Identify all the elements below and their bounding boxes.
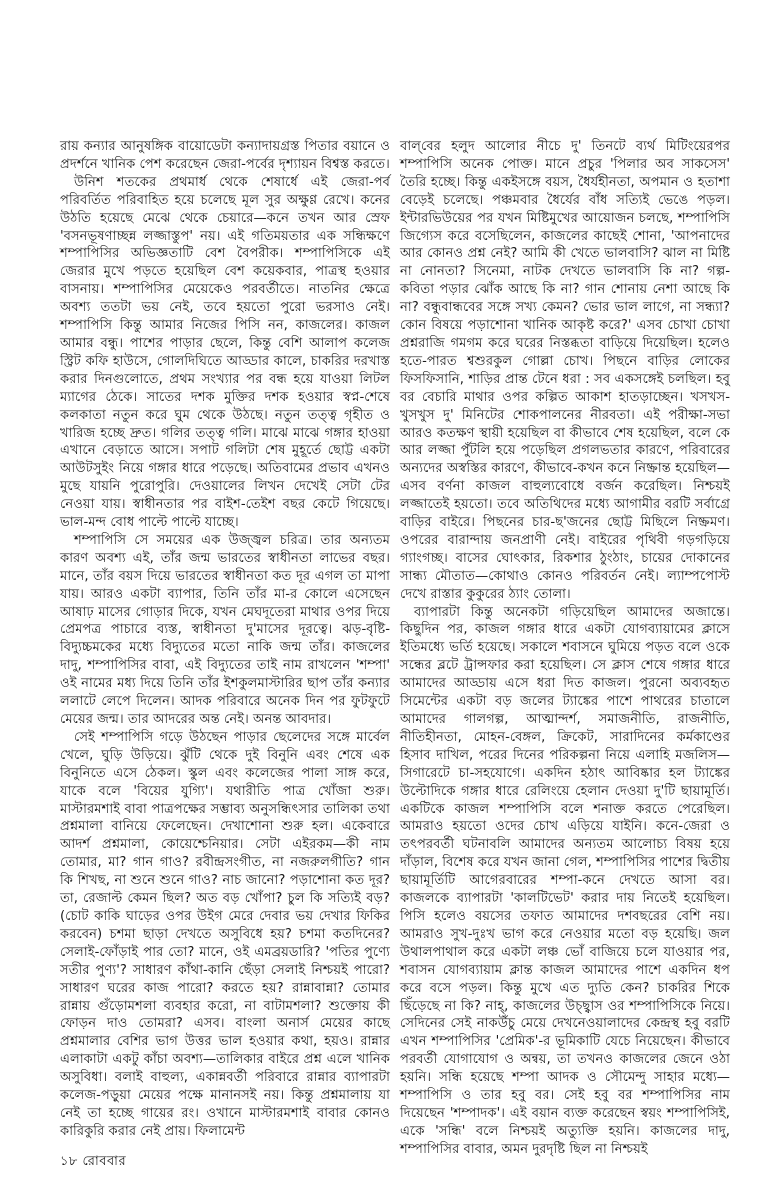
right-column: [400, 138, 730, 1157]
paragraph: উনিশ শতকের প্রথমার্ধ থেকে শেষার্ধে এই জেরা-পর্ব পরিবর্তিত পরিবাহিত হয়ে চলেছে মূল সুর অক্ষুণ্ণ রেখে। কনের উঠতি হয়েছে মেঝে থেকে চেয়ারে—কনে তখন আর স্রেফ 'বসনভূষণাচ্ছন্ন লজ্জাস্তুপ' নয়। এই গতিময়তার এক সন্ধিক্ষণে শম্পাপিসির অভিজ্ঞতাটি বেশ বৈপরীক। শম্পাপিসিকে এই জেরার মুখে পড়তে হয়েছিল বেশ কয়েকবার, পাত্রস্থ হওয়ার বাসনায়। শম্পাপিসির মেয়েকেও পরবর্তীতে। নাতনির ক্ষেত্রে অবশ্য ততটা ভয় নেই, তবে হয়তো পুরো ভরসাও নেই। শম্পাপিসি কিন্তু আমার নিজের পিসি নন, কাজলের। কাজল আমার বন্ধু। পাশের পাড়ার ছেলে, কিন্তু বেশি আলাপ কলেজ স্ট্রিট কফি হাউসে, গোলদিঘিতে আড্ডার কালে, চাকরির দরখাস্ত করার দিনগুলোতে, প্রথম সংখ্যার পর বন্ধ হয়ে যাওয়া লিটল ম্যাগের ঠেকে। সাতের দশক মুক্তির দশক হওয়ার স্বপ্ন-শেষে কলকাতা নতুন করে ঘুম থেকে উঠছে। নতুন তত্ত্ব গৃহীত ও খারিজ হচ্ছে দ্রুত। গলির তত্ত্ব গলি। মাঝে মাঝে গঙ্গার হাওয়া এখানে বেড়াতে আসে। সপাট গলিটা শেষ মুহূর্তে ছোট্ট একটা আউটসুইং নিয়ে গঙ্গার ধারে পড়েছে। অতিবামের প্রভাব এখনও মুছে যায়নি পুরোপুরি। দেওয়ালের লিখন দেখেই সেটা টের নেওয়া যায়। স্বাধীনতার পর বাইশ-তেইশ বছর কেটে গিয়েছে। ভাল-মন্দ বোধ পাল্টে পাল্টে যাচ্ছে।: [60, 174, 390, 531]
paragraph: রায় কন্যার আনুষঙ্গিক বায়োডেটা কন্যাদায়গ্রস্ত পিতার বয়ানে ও প্রদর্শনে খানিক পেশ করেছেন জেরা-পর্বের দৃশ্যায়ন বিশ্বস্ত করতে।: [60, 139, 390, 172]
paragraph: শম্পাপিসি সে সময়ের এক উজ্জ্বল চরিত্র। তার অন্যতম কারণ অবশ্য এই, তাঁর জন্ম ভারতের স্বাধীনতা লাভের বছর। মানে, তাঁর বয়স দিয়ে ভারতের স্বাধীনতা কত দূর এগল তা মাপা যায়। আরও একটা ব্যাপার, তিনি তাঁর মা-র কোলে এসেছেন আষাঢ় মাসের গোড়ার দিকে, যখন মেঘদূতেরা মাথার ওপর দিয়ে প্রেমপত্র পাচারে ব্যস্ত, স্বাধীনতা দু'মাসের দূরত্বে। ঝড়-বৃষ্টি-বিদ্যুচ্চমকের মধ্যে বিদ্যুতের মতো নাকি জন্ম তাঁর। কাজলের দাদু, শম্পাপিসির বাবা, এই বিদ্যুতের তাই নাম রাখলেন 'শম্পা' ওই নামের মধ্য দিয়ে তিনি তাঁর ইশকুলমাস্টারির ছাপ তাঁর কন্যার ললাটে লেপে দিলেন। আদক পরিবারে অনেক দিন পর ফুটফুটে মেয়ের জন্ম। তার আদরের অন্ত নেই। অনন্ত আবদার।: [60, 532, 390, 727]
publication-name: রোববার: [82, 1154, 127, 1169]
page-footer: [60, 1152, 126, 1173]
paragraph: বাল্‌বের হলুদ আলোর নীচে দু' তিনটে ব্যর্থ মিটিংয়েরপর শম্পাপিসি অনেক পোক্ত। মানে প্রচুর 'পিলার অব সাকসেস' তৈরি হচ্ছে। কিন্তু একইসঙ্গে বয়স, ধৈর্যহীনতা, অপমান ও হতাশা বেড়েই চলেছে। পঞ্চমবার ধৈর্যের বাঁধ সত্যিই ভেঙে পড়ল। ইন্টারভিউয়ের পর যখন মিষ্টিমুখের আয়োজন চলছে, শম্পাপিসি জিগ্যেস করে বসেছিলেন, কাজলের কাছেই শোনা, 'আপনাদের আর কোনও প্রশ্ন নেই? আমি কী খেতে ভালবাসি? ঝাল না মিষ্টি না নোনতা? সিনেমা, নাটক দেখতে ভালবাসি কি না? গল্প-কবিতা পড়ার ঝোঁক আছে কি না? গান শোনায় নেশা আছে কি না? বন্ধুবান্ধবের সঙ্গে সখ্য কেমন? ভোর ভাল লাগে, না সন্ধ্যা? কোন বিষয়ে পড়াশোনা খানিক আকৃষ্ট করে?' এসব চোখা চোখা প্রশ্নরাজি গমগম করে ঘরের নিস্তব্ধতা বাড়িয়ে দিয়েছিল। হলেও হতে-পারত শ্বশুরকুল গোল্লা চোখ। পিছনে বাড়ির লোকের ফিসফিসানি, শাড়ির প্রান্ত টেনে ধরা : সব একসঙ্গেই চলছিল। হবু বর বেচারি মাথার ওপর কল্পিত আকাশ হাতড়াচ্ছেন। খসখস-খুসখুস দু' মিনিটের শোকপালনের নীরবতা। এই পরীক্ষা-সভা আরও কতক্ষণ স্থায়ী হয়েছিল বা কীভাবে শেষ হয়েছিল, বলে কে আর লজ্জা পুঁটলি হয়ে পড়েছিল প্রগলভতার কারণে, পরিবারের অন্যদের অস্বস্তির কারণে, কীভাবে-কখন কনে নিষ্ক্রান্ত হয়েছিল—এসব বর্ণনা কাজল বাহুল্যবোধে বর্জন করেছিল। নিশ্চয়ই লজ্জাতেই হয়তো। তবে অতিথিদের মধ্যে আগামীর বরটি সর্বাগ্রে বাড়ির বাইরে। পিছনের চার-ছ'জনের ছোট্ট মিছিলে নিষ্ক্রমণ। ওপরের বারান্দায় জনপ্রাণী নেই। বাইরের পৃথিবী গড়গড়িয়ে গ্যাংগচ্ছ। বাসের ঘোৎকার, রিকশার ঠুংঠাং, চায়ের দোকানের সান্ধ্য মৌতাত—কোথাও কোনও পরিবর্তন নেই। ল্যাম্পপোস্ট দেখে রাস্তার কুকুরের ঠ্যাং তোলা।: [400, 139, 730, 602]
page-number: ১৮: [60, 1154, 78, 1169]
paragraph: সেই শম্পাপিসি গড়ে উঠছেন পাড়ার ছেলেদের সঙ্গে মার্বেল খেলে, ঘুড়ি উড়িয়ে। ঝুঁটি থেকে দুই বিনুনি এবং শেষে এক বিনুনিতে এসে ঠেকল। স্কুল এবং কলেজের পালা সাঙ্গ করে, যাকে বলে 'বিয়ের যুগ্যি'। যথারীতি পাত্র খোঁজা শুরু। মাস্টারমশাই বাবা পাত্রপক্ষের সম্ভাব্য অনুসন্ধিৎসার তালিকা তথা প্রশ্নমালা বানিয়ে ফেলেছেন। দেখাশোনা শুরু হল। একেবারে আদর্শ প্রশ্নমালা, কোয়েশ্চেনিয়ার। সেটা এইরকম—কী নাম তোমার, মা? গান গাও? রবীন্দ্রসংগীত, না নজরুলগীতি? গান কি শিখছ, না শুনে শুনে গাও? নাচ জানো? পড়াশোনা কত দূর? তা, রেজাল্ট কেমন ছিল? অত বড় খোঁপা? চুল কি সত্যিই বড়? (চোট কাকি ঘাড়ের ওপর উইগ মেরে দেবার ভয় দেখার ফিকির করবেন) চশমা ছাড়া দেখতে অসুবিধে হয়? চশমা কতদিনের? সেলাই-ফোঁড়াই পার তো? মানে, ওই এমব্রয়ডারি? 'পতির পুণ্যে সতীর পুণ্য'? সাধারণ কাঁথা-কানি ছেঁড়া সেলাই নিশ্চয়ই পারো? সাধারণ ঘরের কাজ পারো? করতে হয়? রান্নাবান্না? তোমার রান্নায় গুঁড়োমশলা ব্যবহার করো, না বাটামশলা? শুক্তোয় কী ফোড়ন দাও তোমরা? এসব। বাংলা অনার্স মেয়ের কাছে প্রশ্নমালার বেশির ভাগ উত্তর ভাল হওয়ার কথা, হয়ও। রান্নার এলাকাটা একটু কাঁচা অবশ্য—তালিকার বাইরে প্রশ্ন এলে খানিক অসুবিধা। বলাই বাহুল্য, একান্নবর্তী পরিবারে রান্নার ব্যাপারটা কলেজ-পড়ুয়া মেয়ের পক্ষে মানানসই নয়। কিন্তু প্রশ্নমালায় যা নেই তা হচ্ছে গায়ের রং। ওখানে মাস্টারমশাই বাবার কোনও কারিকুরি করার নেই প্রায়। ফিলামেন্ট: [60, 729, 390, 1139]
left-column: [60, 138, 390, 1148]
paragraph: ব্যাপারটা কিন্তু অনেকটা গড়িয়েছিল আমাদের অজান্তে। কিছুদিন পর, কাজল গঙ্গার ধারে একটা যোগব্যায়ামের ক্লাসে ইতিমধ্যে ভর্তি হয়েছে। সকালে শবাসনে ঘুমিয়ে পড়ত বলে ওকে সন্ধের ব্লটে ট্রান্সফার করা হয়েছিল। সে ক্লাস শেষে গঙ্গার ধারে আমাদের আড্ডায় এসে ধরা দিত কাজল। পুরনো অব্যবহৃত সিমেন্টের একটা বড় জলের ট্যাঙ্কের পাশে পাথরের চাতালে আমাদের গালগল্প, আত্মান্দর্শ, সমাজনীতি, রাজনীতি, নীতিহীনতা, মোহন-বেঙ্গল, ক্রিকেট, সারাদিনের কর্মকাণ্ডের হিসাব দাখিল, পরের দিনের পরিকল্পনা নিয়ে এলাহি মজলিস—সিগারেটে চা-সহযোগে। একদিন হঠাৎ আবিষ্কার হল ট্যাঙ্কের উল্টোদিকে গঙ্গার ধারে রেলিংয়ে হেলান দেওয়া দু'টি ছায়ামূর্তি। একটিকে কাজল শম্পাপিসি বলে শনাক্ত করতে পেরেছিল। আমরাও হয়তো ওদের চোখ এড়িয়ে যাইনি। কনে-জেরা ও তৎপরবর্তী ঘটনাবলি আমাদের অন্যতম আলোচ্য বিষয় হয়ে দাঁড়াল, বিশেষ করে যখন জানা গেল, শম্পাপিসির পাশের দ্বিতীয় ছায়ামূর্তিটি আগেরবারের শম্পা-কনে দেখতে আসা বর। কাজলকে ব্যাপারটা 'কালটিভেট' করার দায় নিতেই হয়েছিল। পিসি হলেও বয়সের তফাত আমাদের দশবছরের বেশি নয়। আমরাও সুখ-দুঃখ ভাগ করে নেওয়ার মতো বড় হয়েছি। জল উথালপাথাল করে একটা লঞ্চ ভোঁ বাজিয়ে চলে যাওয়ার পর, শবাসন যোগব্যায়াম ক্লান্ত কাজল আমাদের পাশে একদিন ধপ করে বসে পড়ল। কিন্তু মুখে এত দ্যুতি কেন? চাকরির শিকে ছিঁড়েছে না কি? নাহ্‌, কাজলের উচ্ছ্বাস ওর শম্পাপিসিকে নিয়ে। সেদিনের সেই নাকউঁচু মেয়ে দেখনেওয়ালাদের কেন্দ্রস্থ হবু বরটি এখন শম্পাপিসির 'প্রেমিক'-র ভূমিকাটি যেচে নিয়েছেন। কীভাবে পরবর্তী যোগাযোগ ও অন্বয়, তা তখনও কাজলের জেনে ওঠা হয়নি। সন্ধি হয়েছে শম্পা আদক ও সৌমেন্দু সাহার মধ্যে—শম্পাপিসি ও তার হবু বর। সেই হবু বর শম্পাপিসির নাম দিয়েছেন 'শম্পাদক'। এই বয়ান ব্যক্ত করেছেন স্বয়ং শম্পাপিসিই, একে 'সন্ধি' বলে নিশ্চয়ই অত্যুক্তি হয়নি। কাজলের দাদু, শম্পাপিসির বাবার, অমন দুরদৃষ্টি ছিল না নিশ্চয়ই: [400, 604, 730, 1157]
